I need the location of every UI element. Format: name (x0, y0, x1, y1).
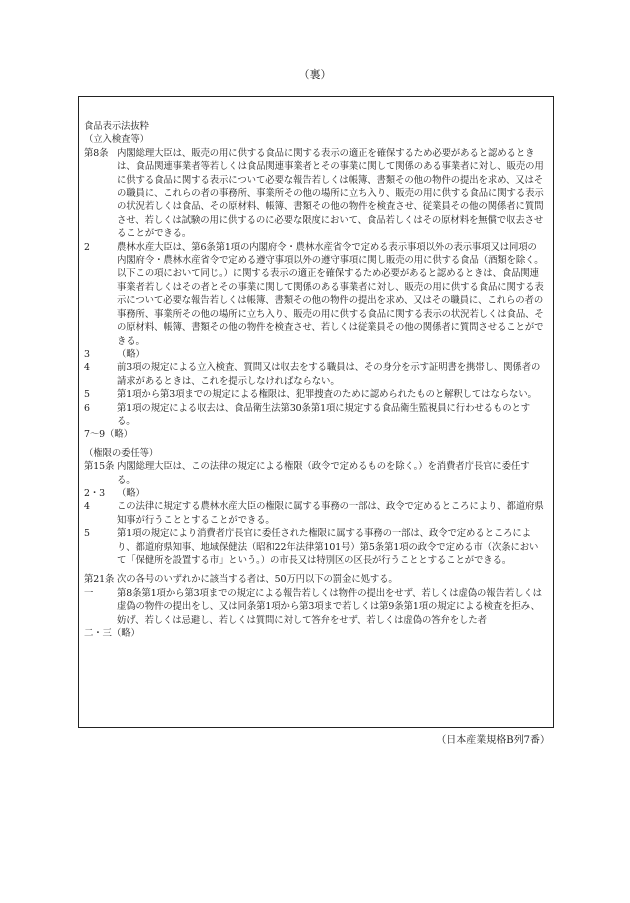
paragraph-text: 前3項の規定による立入検査、質問又は収去をする職員は、その身分を示す証明書を携帯し、関係者の請求があるときは、これを提示しなければならない。 (117, 362, 541, 387)
paragraph-text: 第1項の規定による収去は、食品衛生法第30条第1項に規定する食品衛生監視員に行わせるものとする。 (117, 402, 531, 427)
paper-size-note: （日本産業規格B列7番） (436, 735, 550, 746)
document-body (84, 120, 546, 640)
item-number: 一 (84, 587, 94, 599)
section-caption-delegation: （権限の委任等） (84, 447, 159, 459)
article-8-paragraph-2 (84, 241, 546, 348)
paragraph-text: この法律に規定する農林水産大臣の権限に属する事務の一部は、政令で定めるところにより、都道府県知事が行うこととすることができる。 (117, 501, 544, 526)
article-15-paragraph-4 (84, 500, 546, 527)
paragraph-text: 農林水産大臣は、第6条第1項の内閣府令・農林水産省令で定める表示事項以外の表示事項又は同項の内閣府令・農林水産省令で定める遵守事項以外の遵守事項に関し販売の用に供する食品（酒類を除く。以下この項において同じ。）に関する表示の適正を確保するため必要があると認めるときは、食品関連事業者若しくはその者とその事業に関して関係のある事業者に対し、販売の用に供する食品に関する表示について必要な報告若しくは帳簿、書類その他の物件の提出を求め、又はその職員に、これらの者の事務所、事業所その他の場所に立ち入り、販売の用に供する食品に関する表示の状況若しくは食品、その原材料、帳簿、書類その他の物件を検査させ、若しくは従業員その他の関係者に質問させることができる。 (117, 241, 544, 347)
paragraph-text: （略） (117, 487, 145, 499)
page-side-label: （裏） (298, 68, 332, 81)
paragraph-number: 5 (84, 389, 90, 401)
article-21 (84, 573, 546, 586)
paragraph-number: 4 (84, 501, 90, 513)
article-8-paragraph-4 (84, 361, 546, 388)
article-text: 次の各号のいずれかに該当する者は、50万円以下の罰金に処する。 (117, 574, 398, 586)
article-15 (84, 460, 546, 487)
article-text: 内閣総理大臣は、販売の用に供する食品に関する表示の適正を確保するため必要があると認めるときは、食品関連事業者等若しくは食品関連事業者とその事業に関して関係のある事業者に対し、販売の用に供する食品に関する表示について必要な報告若しくは帳簿、書類その他の物件の提出を求め、又はその職員に、これらの者の事務所、事業所その他の場所に立ち入り、販売の用に供する食品に関する表示の状況若しくは食品、その原材料、帳簿、書類その他の物件を検査させ、従業員その他の関係者に質問させ、若しくは試験の用に供するのに必要な限度において、食品若しくはその原材料を無償で収去させることができる。 (117, 147, 544, 240)
paragraph-number: 6 (84, 402, 90, 414)
paragraph-text: 第1項の規定により消費者庁長官に委任された権限に属する事務の一部は、政令で定めるところにより、都道府県知事、地域保健法（昭和22年法律第101号）第5条第1項の政令で定める市（次条において「保健所を設置する市」という。）の市長又は特別区の区長が行うこととすることができる。 (117, 528, 539, 566)
article-21-items-2-3 (84, 627, 546, 640)
article-15-paragraph-5 (84, 527, 546, 567)
paragraph-number: 3 (84, 348, 90, 360)
paragraph-number: 7〜9 (84, 429, 106, 441)
article-15-paragraphs-2-3 (84, 487, 546, 500)
article-21-item-1 (84, 587, 546, 627)
paragraph-text: （略） (117, 348, 145, 360)
item-text: （略） (112, 628, 140, 640)
item-number: 二・三 (84, 628, 112, 640)
section-caption-inspection: （立入検査等） (84, 134, 149, 146)
paragraph-number: 4 (84, 362, 90, 374)
paragraph-number: 2・3 (84, 487, 106, 499)
article-8-paragraphs-7-9 (84, 428, 546, 441)
document-heading: 食品表示法抜粋 (84, 121, 149, 132)
article-number: 第21条 (84, 574, 115, 586)
paragraph-text: （略） (105, 429, 133, 441)
article-8-paragraph-3 (84, 348, 546, 361)
article-number: 第15条 (84, 461, 115, 473)
paragraph-text: 第1項から第3項までの規定による権限は、犯罪捜査のために認められたものと解釈してはならない。 (117, 389, 537, 401)
article-8 (84, 147, 546, 241)
article-8-paragraph-5 (84, 388, 546, 401)
article-number: 第8条 (84, 147, 109, 159)
paragraph-number: 2 (84, 241, 90, 253)
article-8-paragraph-6 (84, 402, 546, 429)
item-text: 第8条第1項から第3項までの規定による報告若しくは物件の提出をせず、若しくは虚偽の報告若しくは虚偽の物件の提出をし、又は同条第1項から第3項まで若しくは第9条第1項の規定による検査を拒み、妨げ、若しくは忌避し、若しくは質問に対して答弁をせず、若しくは虚偽の答弁をした者 (117, 587, 542, 626)
article-text: 内閣総理大臣は、この法律の規定による権限（政令で定めるものを除く。）を消費者庁長官に委任する。 (117, 461, 530, 486)
paragraph-number: 5 (84, 528, 90, 540)
